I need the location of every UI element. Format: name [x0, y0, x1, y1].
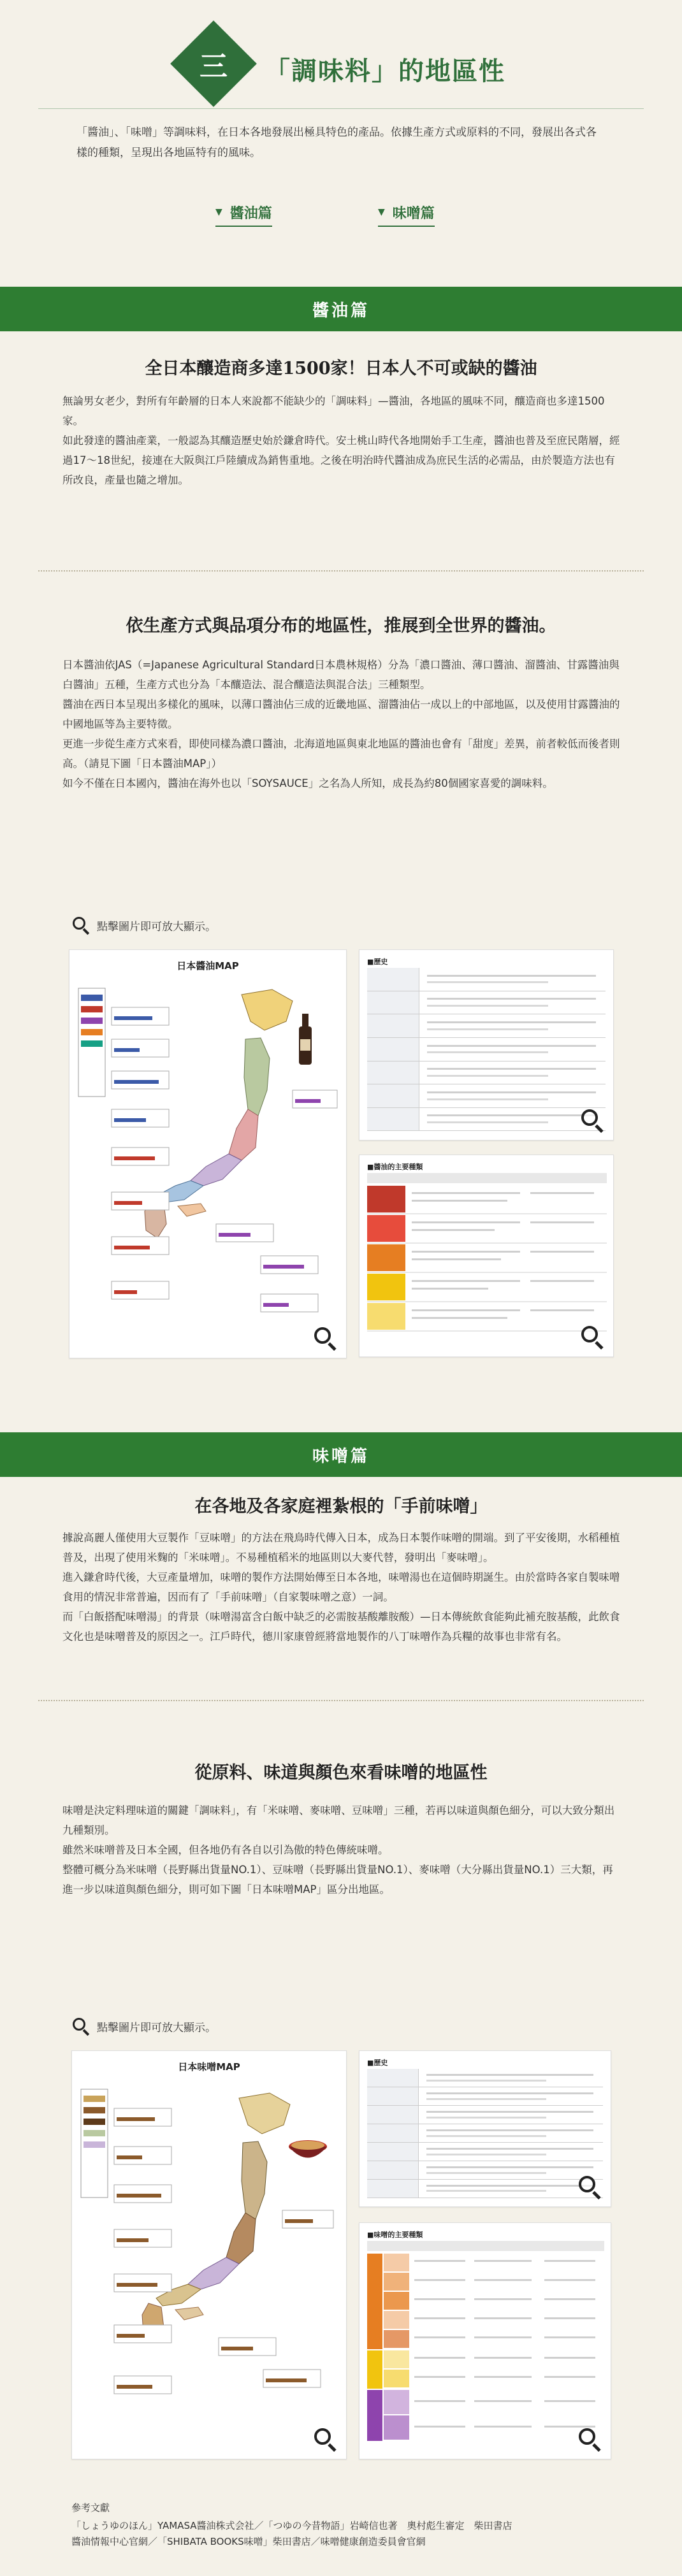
soy-paragraph-2 — [62, 655, 623, 793]
types-table-title: ■醬油的主要種類 — [367, 1163, 423, 1171]
section-band-soy: 醬油篇 — [0, 287, 682, 331]
zoom-hint-text: 點擊圖片即可放大顯示。 — [97, 2021, 216, 2034]
zoom-hint-text: 點擊圖片即可放大顯示。 — [97, 920, 216, 933]
triangle-down-icon: ▼ — [215, 207, 222, 217]
page-title: 「調味料」的地區性 — [265, 56, 505, 86]
miso-map-figure[interactable] — [71, 2050, 347, 2459]
zoom-icon — [313, 2427, 337, 2451]
magnifier-icon — [71, 2017, 91, 2036]
soy-p2-line: 醬油在西日本呈現出多樣化的風味，以薄口醬油佔三成的近畿地區、溜醬油佔一成以上的中部地區，以及使用甘露醬油的中國地區等為主要特徵。 — [62, 698, 620, 730]
soy-history-figure[interactable] — [359, 949, 614, 1140]
zoom-hint — [71, 2017, 216, 2036]
soy-p2-line: 更進一步從生產方式來看，即使同樣為濃口醬油，北海道地區與東北地區的醬油也會有「甜度」差異，前者較低而後者則高。（請見下圖「日本醬油MAP」） — [62, 738, 620, 770]
page-header — [0, 0, 682, 108]
references-list — [71, 2518, 626, 2550]
miso-p1-line: 進入鎌倉時代後，大豆產量增加，味噌的製作方法開始傳至日本各地，味噌湯也在這個時期誕生。由於當時各家自製味噌食用的情況非常普遍，因而有了「手前味噌」（自家製味噌之意）一詞。 — [62, 1571, 620, 1603]
history-table-title: ■歷史 — [367, 958, 388, 966]
history-table-title: ■歷史 — [367, 2059, 388, 2067]
types-table-illustration — [359, 1155, 614, 1357]
zoom-icon — [580, 1325, 604, 1349]
miso-paragraph-2 — [62, 1801, 623, 1899]
tab-soy-sauce-label: 醬油篇 — [229, 205, 272, 222]
miso-p1-line: 據說高麗人僅使用大豆製作「豆味噌」的方法在飛鳥時代傳入日本，成為日本製作味噌的開端。到了平安後期，水稻種植普及，出現了使用米麴的「米味噌」。不易種植稻米的地區則以大麥代替，發明出「麥味噌」。 — [62, 1532, 620, 1564]
tab-underline — [215, 226, 272, 227]
tab-miso-label: 味噌篇 — [392, 205, 435, 222]
title-divider — [38, 108, 644, 109]
tab-underline — [378, 226, 435, 227]
reference-line: 醬油情報中心官網／「SHIBATA BOOKS味噌」柴田書店／味噌健康創造委員會官網 — [71, 2536, 426, 2547]
miso-heading-1: 在各地及各家庭裡紮根的「手前味噌」 — [194, 1497, 488, 1516]
miso-history-figure[interactable] — [359, 2050, 611, 2207]
soy-heading-1: 全日本釀造商多達1500家！日本人不可或缺的醬油 — [145, 359, 537, 378]
miso-types-figure[interactable] — [359, 2222, 611, 2459]
soy-p1-line: 如此發達的醬油產業，一般認為其釀造歷史始於鎌倉時代。安土桃山時代各地開始手工生產，醬油也普及至庶民階層，經過17～18世紀，接連在大阪與江戶陸續成為銷售重地。之後在明治時代醬油成為庶民生活的必需品，由於製造方法也有所改良，產量也隨之增加。 — [62, 435, 620, 486]
map-title: 日本醬油MAP — [177, 960, 239, 972]
map-title: 日本味噌MAP — [178, 2061, 240, 2073]
section-divider — [38, 1700, 644, 1701]
section-band-miso: 味噌篇 — [0, 1432, 682, 1477]
history-table — [367, 968, 606, 1132]
miso-heading-2: 從原料、味道與顏色來看味噌的地區性 — [194, 1763, 488, 1783]
chapter-number: 三 — [200, 50, 228, 83]
types-table-title: ■味噌的主要種類 — [367, 2231, 423, 2239]
miso-paragraph-1 — [62, 1528, 623, 1646]
intro-text: 「醬油」、「味噌」等調味料，在日本各地發展出極具特色的產品。依據生產方式或原料的不同，發展出各式各樣的種類，呈現出各地區特有的風味。 — [76, 126, 597, 159]
references-label: 參考文獻 — [71, 2502, 110, 2514]
japan-map-illustration — [69, 950, 347, 1358]
soy-p2-line: 日本醬油依JAS（=Japanese Agricultural Standard日本農林規格）分為「濃口醬油、薄口醬油、溜醬油、甘露醬油與白醬油」五種，生產方式也分為「本釀造法、混合釀造法與混合法」三種類型。 — [62, 659, 620, 691]
zoom-hint — [71, 916, 216, 935]
types-table-illustration — [359, 2223, 611, 2459]
soy-heading-2: 依生產方式與品項分布的地區性，推展到全世界的醬油。 — [126, 616, 556, 636]
miso-p2-line: 雖然米味噌普及日本全國，但各地仍有各自以引為傲的特色傳統味噌。 — [62, 1844, 389, 1856]
zoom-icon — [580, 1108, 604, 1132]
history-table — [367, 2069, 603, 2199]
tab-soy-sauce[interactable] — [215, 203, 272, 222]
soy-paragraph-1 — [62, 391, 623, 490]
soy-p2-line: 如今不僅在日本國內，醬油在海外也以「SOYSAUCE」之名為人所知，成長為約80個國家喜愛的調味料。 — [62, 777, 553, 789]
triangle-down-icon: ▼ — [378, 207, 385, 217]
zoom-icon — [577, 2427, 602, 2451]
zoom-icon — [577, 2175, 602, 2199]
miso-p1-line: 而「白飯搭配味噌湯」的背景（味噌湯富含白飯中缺乏的必需胺基酸離胺酸）—日本傳統飲食能夠此補充胺基酸，此飲食文化也是味噌普及的原因之一。江戶時代，德川家康曾經將當地製作的八丁味噌作為兵糧的故事也非常有名。 — [62, 1611, 620, 1643]
magnifier-icon — [71, 916, 91, 935]
soy-types-figure[interactable] — [359, 1155, 614, 1357]
section-divider — [38, 570, 644, 572]
japan-miso-map-illustration — [72, 2051, 347, 2459]
soy-p1-line: 無論男女老少，對所有年齡層的日本人來說都不能缺少的「調味料」—醬油，各地區的風味不同，釀造商也多達1500家。 — [62, 395, 605, 427]
miso-p2-line: 味噌是決定料理味道的關鍵「調味料」，有「米味噌、麥味噌、豆味噌」三種，若再以味道與顏色細分，可以大致分類出九種類別。 — [62, 1804, 615, 1836]
zoom-icon — [313, 1326, 337, 1350]
miso-p2-line: 整體可概分為米味噌（長野縣出貨量NO.1）、豆味噌（長野縣出貨量NO.1）、麥味噌（大分縣出貨量NO.1）三大類，再進一步以味道與顏色細分，則可如下圖「日本味噌MAP」區分出地區。 — [62, 1864, 613, 1896]
reference-line: 「しょうゆのほん」YAMASA醬油株式会社／「つゆの今昔物語」岩崎信也著 奧村彪生審定 柴田書店 — [71, 2520, 512, 2531]
soy-map-figure[interactable] — [69, 949, 347, 1358]
tab-miso[interactable] — [378, 203, 435, 222]
